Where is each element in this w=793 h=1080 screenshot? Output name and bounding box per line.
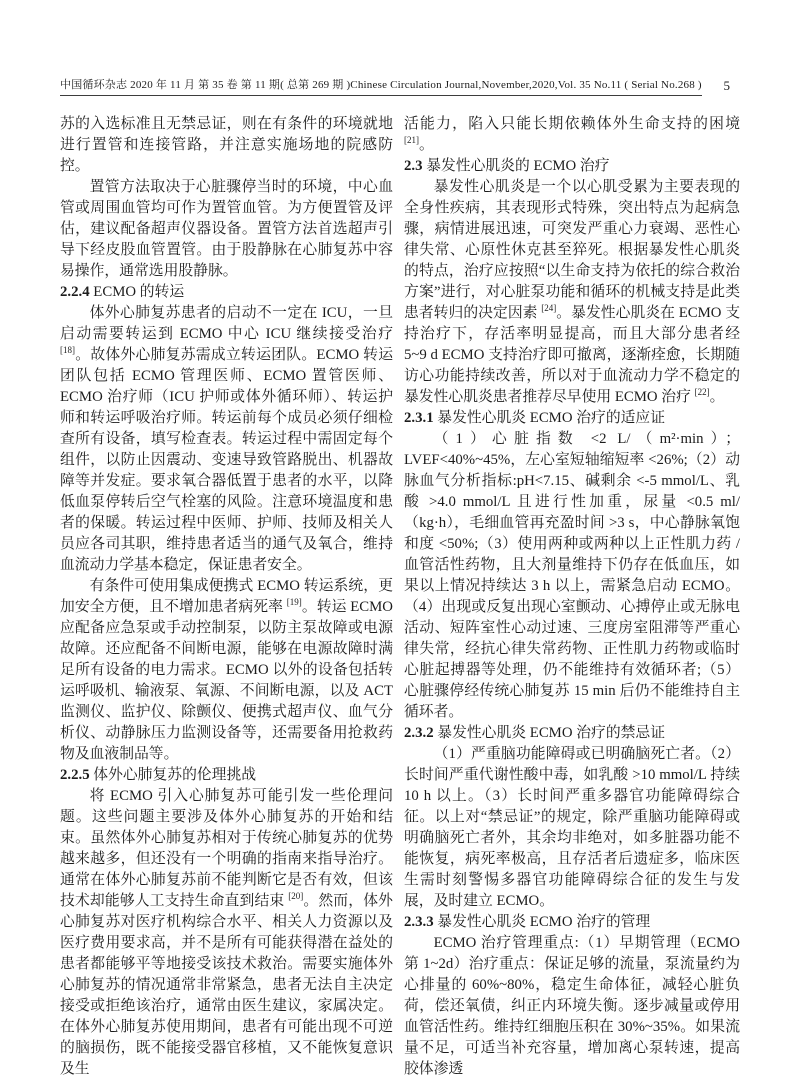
reference-superscript: [19] — [286, 597, 302, 608]
paragraph: 暴发性心肌炎是一个以心肌受累为主要表现的全身性疾病，其表现形式特殊，突出特点为起病急骤，病情进展迅速，可突发严重心力衰竭、恶性心律失常、心原性休克甚至猝死。根据暴发性心肌炎的特点，治疗应按照“以生命支持为依托的综合救治方案”进行，对心脏泵功能和循环的机械支持是此类患者转归的决定因素 [24]。暴发性心肌炎在 ECMO 支持治疗下，存活率明显提高，而且大部分患者经 5~9 d ECMO 支持治疗即可撤离，逐渐痊愈，长期随访心功能持续改善，所以对于血流动力学不稳定的暴发性心肌炎患者推荐尽早使用 ECMO 治疗 [22]。 — [404, 179, 741, 405]
section-number: 2.3 — [404, 158, 423, 174]
paragraph: ECMO 治疗管理重点:（1）早期管理（ECMO 第 1~2d）治疗重点：保证足够的流量，泵流量约为心排量的 60%~80%，稳定生命体征，减轻心脏负荷，偿还氧债，纠正内环境失衡。逐步减量或停用血管活性药。维持红细胞压积在 30%~35%。如果流量不足，可适当补充容量，增加离心泵转速，提高胶体渗透 — [404, 935, 740, 1077]
paragraph: 有条件可使用集成便携式 ECMO 转运系统，更加安全方便，且不增加患者病死率 [19]。转运 ECMO 应配备应急泵或手动控制泵，以防主泵故障或电源故障。还应配备不间断电源，能够在电源故障时满足所有设备的电力需求。ECMO 以外的设备包括转运呼吸机、输液泵、氧源、不间断电源，以及 ACT 监测仪、监护仪、除颤仪、便携式超声仪、血气分析仪、动静脉压力监测设备等，还需要备用抢救药物及血液制品等。 — [60, 578, 393, 762]
reference-superscript: [20] — [288, 891, 304, 902]
page-number: 5 — [723, 78, 730, 93]
section-heading: 2.3.2 暴发性心肌炎 ECMO 治疗的禁忌证 — [404, 725, 666, 741]
paragraph: 将 ECMO 引入心肺复苏可能引发一些伦理问题。这些问题主要涉及体外心肺复苏的开始和结束。虽然体外心肺复苏相对于传统心肺复苏的优势越来越多，但还没有一个明确的指南来指导治疗。通常在体外心肺复苏前不能判断它是否有效，但该技术却能够人工支持生命直到结束 [20]。然而，体外心肺复苏对医疗机构综合水平、相关人力资源以及医疗费用要求高，并不是所有可能获得潜在益处的患者都能够平等地接受该技术救治。需要实施体外心肺复苏的情况通常非常紧急，患者无法自主决定接受或拒绝该治疗，通常由医生建议，家属决定。在体外心肺复苏使用期间，患者有可能出现不可逆的脑损伤，既不能接受器官移植，又不能恢复意识及生 — [60, 788, 393, 1077]
reference-superscript: [21] — [404, 135, 419, 146]
paragraph: （1）严重脑功能障碍或已明确脑死亡者。（2）长时间严重代谢性酸中毒，如乳酸 >10 mmol/L 持续 10 h 以上。（3）长时间严重多器官功能障碍综合征。以上对“禁忌证”的规定，除严重脑功能障碍或明确脑死亡者外，其余均非绝对，如多脏器功能不能恢复，病死率极高，且存活者后遗症多，临床医生需时刻警惕多器官功能障碍综合征的发生与发展，及时建立 ECMO。 — [404, 746, 740, 909]
column-right — [404, 114, 740, 1080]
section-number: 2.3.1 — [404, 410, 434, 426]
section-number: 2.2.5 — [60, 767, 90, 783]
paragraph: 置管方法取决于心脏骤停当时的环境，中心血管或周围血管均可作为置管血管。为方便置管及评估，建议配备超声仪器设备。置管方法首选超声引导下经皮股血管置管。由于股静脉在心肺复苏中容易操作，通常选用股静脉。 — [60, 179, 393, 279]
section-heading: 2.2.5 体外心肺复苏的伦理挑战 — [60, 767, 257, 783]
section-number: 2.2.4 — [60, 284, 90, 300]
journal-header-line: 中国循环杂志 2020 年 11 月 第 35 卷 第 11 期( 总第 269 期 )Chinese Circulation Journal,November,2020,Vol. 35 No.11 ( Serial No.268 ) — [60, 76, 702, 96]
section-heading: 2.3 暴发性心肌炎的 ECMO 治疗 — [404, 158, 610, 174]
paragraph: （1）心脏指数 <2 L/（m²·min）；LVEF<40%~45%，左心室短轴缩短率 <26%;（2）动脉血气分析指标:pH<7.15、碱剩余 <-5 mmol/L、乳酸 >4.0 mmol/L 且进行性加重，尿量 <0.5 ml/（kg·h），毛细血管再充盈时间 >3 s，中心静脉氧饱和度 <50%;（3）使用两种或两种以上正性肌力药 / 血管活性药物，且大剂量维持下仍存在低血压，如果以上情况持续达 3 h 以上，需紧急启动 ECMO。（4）出现或反复出现心室颤动、心搏停止或无脉电活动、短阵室性心动过速、三度房室阻滞等严重心律失常，经抗心律失常药物、正性肌力药物或临时心脏起搏器等处理，仍不能维持有效循环者;（5）心脏骤停经传统心肺复苏 15 min 后仍不能维持自主循环者。 — [404, 431, 740, 720]
column-left — [60, 114, 393, 1080]
section-number: 2.3.2 — [404, 725, 434, 741]
section-heading: 2.3.3 暴发性心肌炎 ECMO 治疗的管理 — [404, 914, 651, 930]
article-body — [60, 114, 740, 1080]
paragraph: 活能力，陷入只能长期依赖体外生命支持的困境[21]。 — [404, 116, 740, 153]
reference-superscript: [22] — [694, 387, 710, 398]
section-heading: 2.2.4 ECMO 的转运 — [60, 284, 185, 300]
reference-superscript: [18] — [60, 345, 75, 356]
paragraph: 体外心肺复苏患者的启动不一定在 ICU，一旦启动需要转运到 ECMO 中心 ICU 继续接受治疗[18]。故体外心肺复苏需成立转运团队。ECMO 转运团队包括 ECMO 管理医师、ECMO 置管医师、ECMO 治疗师（ICU 护师或体外循环师）、转运护师和转运呼吸治疗师。转运前每个成员必须仔细检查所有设备，填写检查表。转运过程中需固定每个组件，以防止因震动、变速导致管路脱出、机器故障等并发症。要求氧合器低置于患者的水平，以降低血泵停转后空气栓塞的风险。注意环境温度和患者的保暖。转运过程中医师、护师、技师及相关人员应各司其职，维持患者适当的通气及氧合，维持血流动力学基本稳定，保证患者安全。 — [60, 305, 393, 573]
reference-superscript: [24] — [541, 303, 557, 314]
page-header — [60, 76, 740, 96]
paragraph: 苏的入选标准且无禁忌证，则在有条件的环境就地进行置管和连接管路，并注意实施场地的院感防控。 — [60, 116, 393, 174]
section-number: 2.3.3 — [404, 914, 434, 930]
section-heading: 2.3.1 暴发性心肌炎 ECMO 治疗的适应证 — [404, 410, 666, 426]
